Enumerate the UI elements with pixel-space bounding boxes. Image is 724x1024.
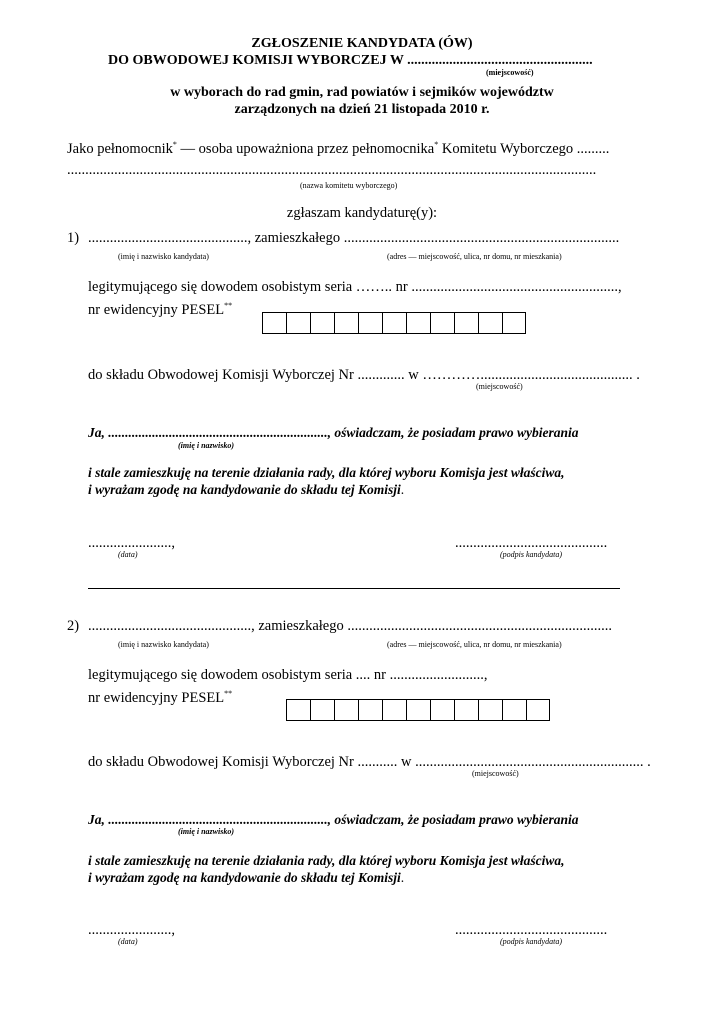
candidate-address-caption: (adres — miejscowość, ulica, nr domu, nr mieszkania) bbox=[387, 640, 562, 649]
pesel-digit-box[interactable] bbox=[406, 312, 430, 334]
pesel-digit-box[interactable] bbox=[286, 312, 310, 334]
commission-place-caption: (miejscowość) bbox=[472, 769, 519, 778]
declaration-line3 bbox=[88, 482, 404, 498]
declaration-period: . bbox=[400, 870, 405, 885]
intro-part3: Komitetu Wyborczego ......... bbox=[438, 141, 610, 157]
intro-part1: Jako pełnomocnik bbox=[67, 141, 173, 157]
form-title-line2: DO OBWODOWEJ KOMISJI WYBORCZEJ W ..................................................... bbox=[108, 53, 593, 68]
title-place-caption: (miejscowość) bbox=[486, 68, 534, 77]
id-document-field[interactable]: legitymującego się dowodem osobistym seria …….. nr ........................................................., bbox=[88, 279, 622, 295]
pesel-label bbox=[88, 302, 232, 319]
declaration-line3-text: i wyrażam zgodę na kandydowanie do składu tej Komisji bbox=[88, 482, 401, 497]
pesel-label-text: nr ewidencyjny PESEL bbox=[88, 690, 225, 706]
signature-field[interactable]: .......................................... bbox=[455, 922, 608, 938]
commission-field[interactable]: do składu Obwodowej Komisji Wyborczej Nr ........... w ............................................................... . bbox=[88, 754, 651, 770]
signature-field[interactable]: .......................................... bbox=[455, 535, 608, 551]
pesel-digit-box[interactable] bbox=[382, 312, 406, 334]
declaration-name-caption: (imię i nazwisko) bbox=[178, 827, 235, 836]
candidate-number: 1) bbox=[67, 230, 80, 246]
pesel-digit-box[interactable] bbox=[430, 699, 454, 721]
candidate-name-address-field[interactable]: ............................................., zamieszkałego ......................................................................... bbox=[88, 618, 612, 634]
intro-star2: * bbox=[434, 140, 439, 150]
pesel-star: ** bbox=[224, 689, 233, 699]
pesel-digit-box[interactable] bbox=[262, 312, 286, 334]
id-document-field[interactable]: legitymującego się dowodem osobistym seria .... nr .........................., bbox=[88, 667, 488, 683]
candidate-address-caption: (adres — miejscowość, ulica, nr domu, nr mieszkania) bbox=[387, 252, 562, 261]
date-caption: (data) bbox=[118, 937, 138, 946]
pesel-digit-box[interactable] bbox=[334, 312, 358, 334]
pesel-digit-box[interactable] bbox=[310, 312, 334, 334]
declaration-line2: i stale zamieszkuję na terenie działania rady, dla której wyboru Komisja jest właściwa, bbox=[88, 465, 565, 480]
pesel-boxes[interactable] bbox=[262, 312, 526, 334]
pesel-digit-box[interactable] bbox=[526, 699, 550, 721]
pesel-digit-box[interactable] bbox=[382, 699, 406, 721]
date-field[interactable]: ......................., bbox=[88, 922, 175, 938]
section-divider bbox=[88, 588, 620, 589]
intro-line bbox=[67, 141, 609, 158]
declaration-name-caption: (imię i nazwisko) bbox=[178, 441, 235, 450]
pesel-digit-box[interactable] bbox=[334, 699, 358, 721]
pesel-digit-box[interactable] bbox=[430, 312, 454, 334]
pesel-boxes[interactable] bbox=[286, 699, 550, 721]
intro-star1: * bbox=[172, 140, 177, 150]
pesel-digit-box[interactable] bbox=[502, 699, 526, 721]
pesel-label bbox=[88, 690, 232, 707]
pesel-digit-box[interactable] bbox=[406, 699, 430, 721]
date-caption: (data) bbox=[118, 550, 138, 559]
pesel-digit-box[interactable] bbox=[310, 699, 334, 721]
subtitle-line2: zarządzonych na dzień 21 listopada 2010 r. bbox=[234, 102, 490, 117]
pesel-digit-box[interactable] bbox=[454, 699, 478, 721]
declaration-period: . bbox=[400, 482, 405, 497]
form-title-line1: ZGŁOSZENIE KANDYDATA (ÓW) bbox=[251, 36, 473, 51]
pesel-digit-box[interactable] bbox=[286, 699, 310, 721]
pesel-digit-box[interactable] bbox=[358, 699, 382, 721]
signature-caption: (podpis kandydata) bbox=[500, 937, 562, 946]
pesel-digit-box[interactable] bbox=[358, 312, 382, 334]
committee-name-field[interactable]: .................................................................................................................................................. bbox=[67, 162, 597, 178]
pesel-digit-box[interactable] bbox=[502, 312, 526, 334]
pesel-digit-box[interactable] bbox=[478, 699, 502, 721]
committee-name-caption: (nazwa komitetu wyborczego) bbox=[300, 181, 398, 190]
candidate-name-address-field[interactable]: ............................................, zamieszkałego ............................................................................ bbox=[88, 230, 620, 246]
date-field[interactable]: ......................., bbox=[88, 535, 175, 551]
subtitle-line1: w wyborach do rad gmin, rad powiatów i sejmików województw bbox=[170, 85, 554, 100]
declaration-line2: i stale zamieszkuję na terenie działania rady, dla której wyboru Komisja jest właściwa, bbox=[88, 853, 565, 868]
declare-text: zgłaszam kandydaturę(y): bbox=[286, 205, 438, 221]
intro-part2: — osoba upoważniona przez pełnomocnika bbox=[176, 141, 435, 157]
declaration-line3-text: i wyrażam zgodę na kandydowanie do składu tej Komisji bbox=[88, 870, 401, 885]
pesel-label-text: nr ewidencyjny PESEL bbox=[88, 302, 225, 318]
declaration-line1: Ja, ................................................................., oświadczam, że posiadam prawo wybierania bbox=[88, 425, 579, 440]
declaration-line3 bbox=[88, 870, 404, 886]
pesel-digit-box[interactable] bbox=[478, 312, 502, 334]
pesel-digit-box[interactable] bbox=[454, 312, 478, 334]
signature-caption: (podpis kandydata) bbox=[500, 550, 562, 559]
candidate-name-caption: (imię i nazwisko kandydata) bbox=[118, 252, 209, 261]
commission-place-caption: (miejscowość) bbox=[476, 382, 523, 391]
commission-field[interactable]: do składu Obwodowej Komisji Wyborczej Nr ............. w ………….......................................... . bbox=[88, 367, 640, 383]
candidate-name-caption: (imię i nazwisko kandydata) bbox=[118, 640, 209, 649]
candidate-number: 2) bbox=[67, 618, 80, 634]
declaration-line1: Ja, ................................................................., oświadczam, że posiadam prawo wybierania bbox=[88, 812, 579, 827]
pesel-star: ** bbox=[224, 301, 233, 311]
